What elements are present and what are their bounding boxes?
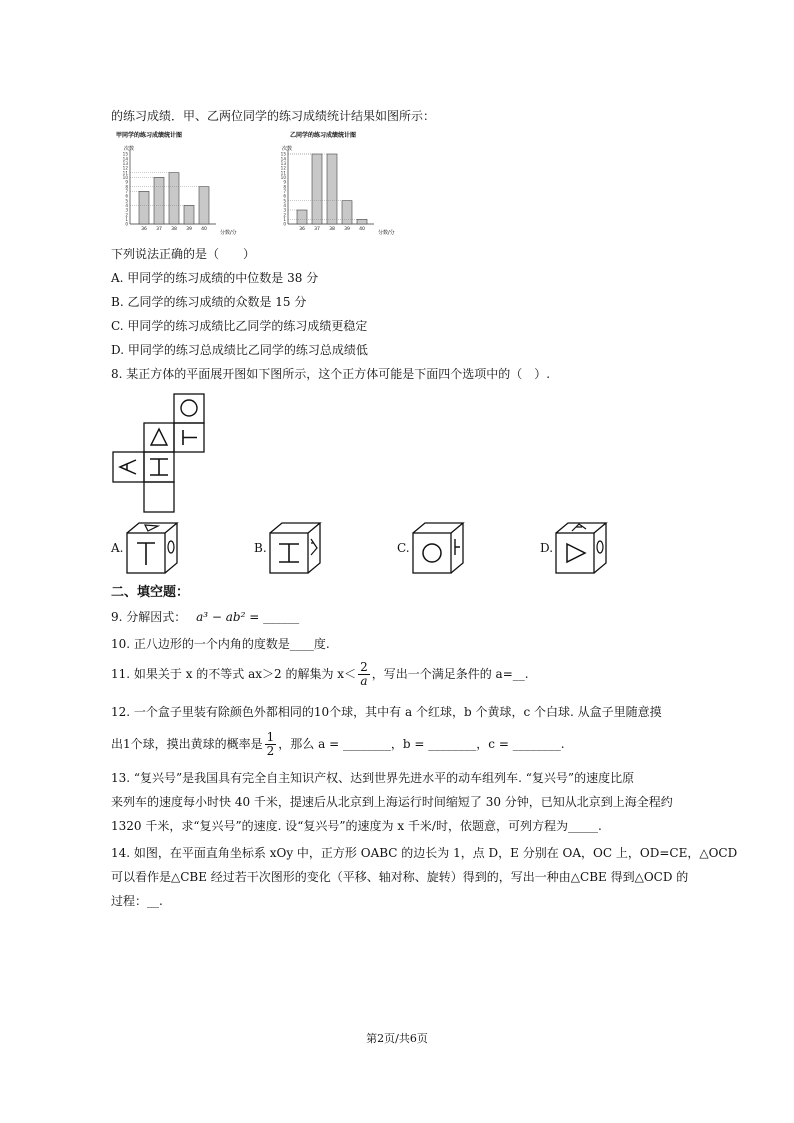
q7-option-a: A. 甲同学的练习成绩的中位数是 38 分 <box>111 271 319 285</box>
bar <box>139 191 149 224</box>
y-tick-label: 4 <box>283 202 286 208</box>
q14-line1: 14. 如图，在平面直角坐标系 xOy 中，正方形 OABC 的边长为 1，点 D，E 分别在 OA，OC 上，OD=CE，△OCD <box>111 846 738 860</box>
circle-symbol-icon <box>597 541 603 553</box>
triangle-symbol-icon <box>567 544 585 562</box>
y-tick-label: 14 <box>122 156 128 162</box>
y-tick-label: 2 <box>283 212 286 218</box>
x-tick-label: 38 <box>171 227 177 232</box>
chart-yi <box>270 128 410 238</box>
q12-numerator: 1 <box>266 730 275 744</box>
x-tick-label: 40 <box>201 227 207 232</box>
y-tick-label: 1 <box>283 216 286 222</box>
circle-symbol-icon <box>423 544 441 562</box>
x-tick-label: 36 <box>299 227 305 232</box>
x-tick-label: 36 <box>141 227 147 232</box>
q13-line3: 1320 千米，求“复兴号”的速度. 设“复兴号”的速度为 x 千米/时，依题意，可列方程为_____. <box>111 819 602 833</box>
q14-line3: 过程：__. <box>111 894 163 908</box>
chart-jia <box>112 128 252 238</box>
y-tick-label: 2 <box>125 212 128 218</box>
q12-line2 <box>111 731 565 758</box>
h-symbol-icon <box>279 544 299 562</box>
y-tick-label: 9 <box>125 179 128 185</box>
q11-fraction <box>358 661 370 688</box>
y-tick-label: 0 <box>125 221 128 227</box>
circle-symbol-icon <box>181 400 197 416</box>
y-tick-label: 0 <box>283 221 286 227</box>
q11-prefix: 11. 如果关于 x 的不等式 ax＞2 的解集为 x＜ <box>111 667 357 681</box>
y-tick-label: 5 <box>283 198 286 204</box>
y-axis-label: 次数 <box>124 146 135 152</box>
triangle-symbol-icon <box>145 525 158 531</box>
bar <box>342 201 352 224</box>
section-heading: 二、填空题： <box>111 585 190 600</box>
page-footer: 第2页/共6页 <box>366 1032 428 1045</box>
bar <box>184 205 194 224</box>
y-tick-label: 7 <box>283 188 286 194</box>
q12-denominator: 2 <box>266 744 275 758</box>
q8-stem: 8. 某正方体的平面展开图如下图所示，这个正方体可能是下面四个选项中的（ ）. <box>111 367 551 381</box>
q7-stem: 下列说法正确的是（ ） <box>111 247 256 261</box>
y-tick-label: 12 <box>122 165 128 171</box>
circle-symbol-icon <box>168 541 174 553</box>
y-tick-label: 3 <box>125 207 128 213</box>
x-tick-label: 38 <box>329 227 335 232</box>
plot-area <box>123 150 216 232</box>
bar <box>312 154 322 224</box>
y-axis-label: 次数 <box>282 146 293 152</box>
q12-line2-suffix: ，那么 a = ________，b = ________，c = ________. <box>278 737 565 751</box>
y-tick-label: 15 <box>280 151 286 157</box>
y-tick-label: 4 <box>125 202 128 208</box>
bar <box>357 219 367 224</box>
q12-line1: 12. 一个盒子里装有除颜色外都相同的10个球，其中有 a 个红球，b 个黄球，c 个白球. 从盒子里随意摸 <box>111 705 662 719</box>
q9-blank: ______ <box>263 610 300 624</box>
y-tick-label: 13 <box>280 160 286 166</box>
option-b-label: B. <box>254 541 267 555</box>
y-tick-label: 13 <box>122 160 128 166</box>
y-tick-label: 8 <box>125 184 128 190</box>
q13-line2: 来列车的速度每小时快 40 千米，提速后从北京到上海运行时间缩短了 30 分钟，已知从北京到上海全程约 <box>111 795 673 809</box>
y-tick-label: 11 <box>280 170 286 176</box>
t-symbol-icon <box>137 543 155 565</box>
q7-option-d: D. 甲同学的练习总成绩比乙同学的练习总成绩低 <box>111 343 368 357</box>
bar <box>297 210 307 224</box>
triangle-symbol-icon <box>151 429 167 445</box>
y-tick-label: 12 <box>280 165 286 171</box>
q14-line2: 可以看作是△CBE 经过若干次图形的变化（平移、轴对称、旋转）得到的，写出一种由△CBE 得到△OCD 的 <box>111 870 689 884</box>
x-axis-label: 分数/分 <box>378 230 395 236</box>
q9-prefix: 9. 分解因式： <box>111 610 187 624</box>
option-a-label: A. <box>111 541 124 555</box>
chart-title: 甲同学的练习成绩统计图 <box>116 132 183 139</box>
y-tick-label: 5 <box>125 198 128 204</box>
q9 <box>111 609 299 625</box>
q11 <box>111 661 529 688</box>
t-symbol-icon <box>455 539 460 555</box>
x-tick-label: 40 <box>359 227 365 232</box>
q12-line2-prefix: 出1个球，摸出黄球的概率是 <box>111 737 263 751</box>
chart-title: 乙同学的练习成绩统计图 <box>290 132 357 139</box>
q12-fraction <box>265 731 277 758</box>
x-tick-label: 39 <box>344 227 350 232</box>
y-tick-label: 3 <box>283 207 286 213</box>
y-tick-label: 6 <box>125 193 128 199</box>
q11-suffix: ，写出一个满足条件的 a=__. <box>371 667 529 681</box>
q10: 10. 正八边形的一个内角的度数是____度. <box>111 637 330 651</box>
y-tick-label: 14 <box>280 156 286 162</box>
a-symbol-icon <box>572 524 586 531</box>
x-axis-label: 分数/分 <box>220 230 237 236</box>
a-symbol-icon <box>311 539 317 555</box>
q7-option-c: C. 甲同学的练习成绩比乙同学的练习成绩更稳定 <box>111 319 368 333</box>
cube-net <box>111 393 211 515</box>
q11-denominator: a <box>360 674 368 688</box>
y-tick-label: 10 <box>280 174 286 180</box>
x-tick-label: 37 <box>156 227 162 232</box>
bar <box>327 154 337 224</box>
bar <box>199 187 209 224</box>
x-tick-label: 37 <box>314 227 320 232</box>
y-tick-label: 9 <box>283 179 286 185</box>
t-symbol-icon <box>183 430 197 445</box>
x-tick-label: 39 <box>186 227 192 232</box>
y-tick-label: 1 <box>125 216 128 222</box>
option-d-label: D. <box>540 541 554 555</box>
option-c-label: C. <box>397 541 410 555</box>
plot-area <box>281 150 374 232</box>
y-tick-label: 11 <box>122 170 128 176</box>
bar <box>154 177 164 224</box>
a-symbol-icon <box>120 460 136 474</box>
q13-line1: 13. “复兴号”是我国具有完全自主知识产权、达到世界先进水平的动车组列车. “复兴号”的速度比原 <box>111 771 635 785</box>
h-symbol-icon <box>150 459 168 475</box>
y-tick-label: 7 <box>125 188 128 194</box>
intro-text: 的练习成绩．甲、乙两位同学的练习成绩统计结果如图所示： <box>111 109 436 123</box>
y-tick-label: 8 <box>283 184 286 190</box>
y-tick-label: 10 <box>122 174 128 180</box>
bar <box>169 173 179 224</box>
q9-expression: a³ − ab² = <box>196 610 260 624</box>
q7-option-b: B. 乙同学的练习成绩的众数是 15 分 <box>111 295 307 309</box>
q11-numerator: 2 <box>360 660 368 674</box>
y-tick-label: 6 <box>283 193 286 199</box>
y-tick-label: 15 <box>122 151 128 157</box>
